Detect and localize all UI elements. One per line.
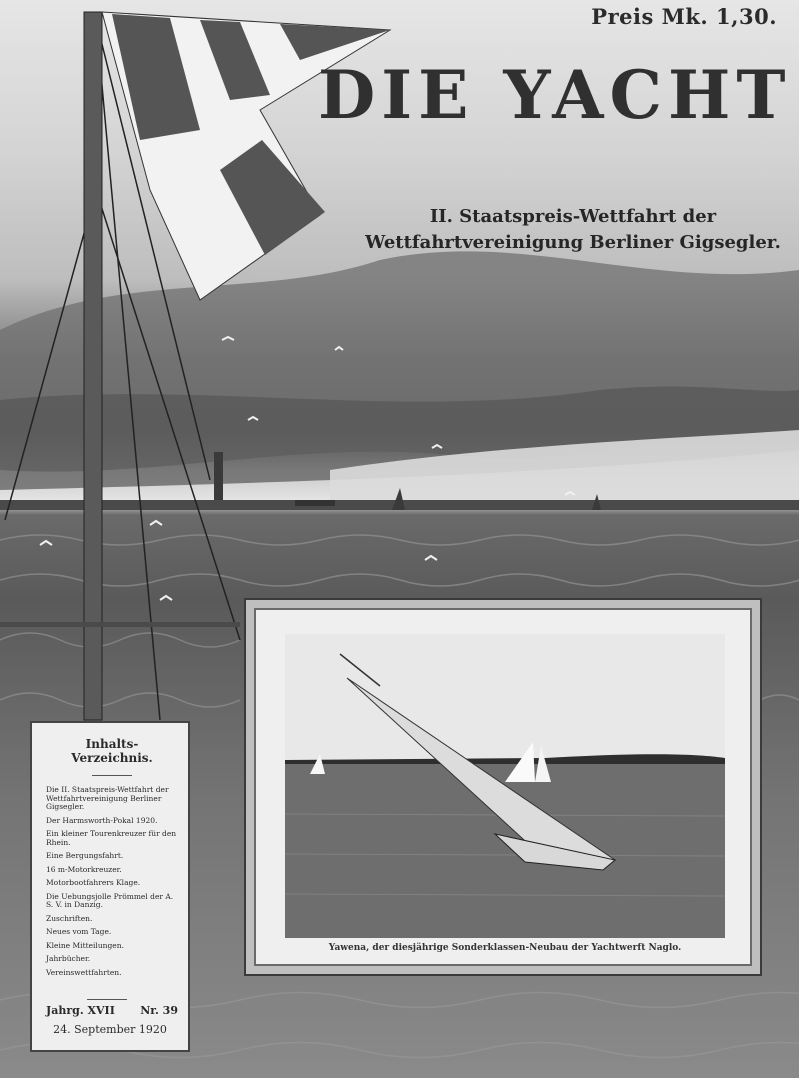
toc-divider — [87, 999, 127, 1000]
photo-caption: Yawena, der diesjährige Sonderklassen-Neubau der Yachtwerft Naglo. — [328, 943, 682, 953]
issue-number: Nr. 39 — [140, 1004, 178, 1017]
steamer — [295, 500, 335, 506]
issue-date: 24. September 1920 — [53, 1023, 167, 1036]
volume-label: Jahrg. XVII — [46, 1004, 115, 1017]
table-of-contents — [30, 721, 190, 1052]
cover-price: Preis Mk. 1,30. — [591, 4, 777, 29]
mast-crossbar — [0, 622, 240, 627]
sailboat-photo — [285, 634, 725, 938]
subtitle-line: II. Staatspreis-Wettfahrt der — [429, 206, 717, 227]
toc-item: Der Harmsworth-Pokal 1920. — [46, 815, 158, 825]
toc-item: Ein kleiner Tourenkreuzer für den Rhein. — [46, 829, 177, 847]
toc-divider — [92, 775, 132, 776]
cover-subtitle — [355, 204, 791, 256]
toc-item: Kleine Mitteilungen. — [46, 940, 124, 950]
issue-info — [46, 1004, 178, 1017]
toc-item: Vereinswettfahrten. — [46, 967, 122, 977]
toc-list — [46, 786, 178, 977]
mast — [84, 12, 102, 720]
toc-item: Motorbootfahrers Klage. — [46, 878, 141, 887]
lighthouse — [214, 452, 223, 500]
toc-item: Eine Bergungsfahrt. — [46, 851, 124, 860]
toc-item: 16 m-Motorkreuzer. — [46, 864, 122, 874]
toc-item: Neues vom Tage. — [46, 927, 112, 936]
toc-item: Die Uebungsjolle Prömmel der A. S. V. in Danzig. — [46, 891, 174, 909]
subtitle-line: Wettfahrtvereinigung Berliner Gigsegler. — [365, 232, 781, 253]
toc-item: Jahrbücher. — [46, 954, 91, 963]
toc-title: Inhalts-Verzeichnis. — [71, 737, 153, 765]
toc-item: Die II. Staatspreis-Wettfahrt der Wettfahrtvereinigung Berliner Gigsegler. — [46, 785, 169, 811]
toc-item: Zuschriften. — [46, 913, 93, 923]
masthead-title: DIE YACHT — [318, 56, 792, 134]
